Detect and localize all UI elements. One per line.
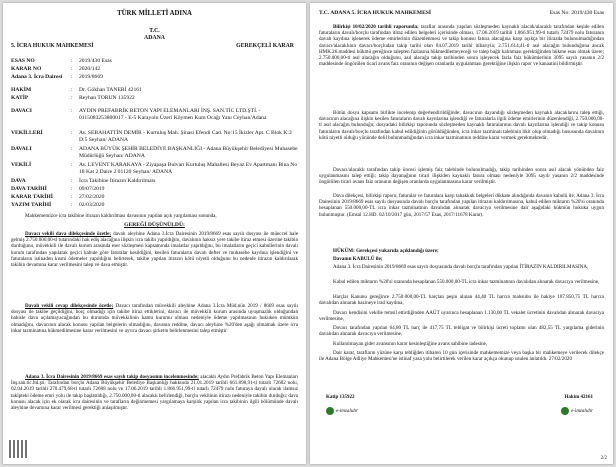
expert-report: Bilirkişi 10/02/2020 tarihli raporunda; taraflar arasında yapılan sözleşmeden kaynaklı alacak/alacaklı tarafından keşide edilen faturaların davalı/borçlu tarafından itiraz edilen belgeleri içerisinde olması, 17.06.2019 tarihli 1.866.951,99-tl tutarlı 72479 nolu faturanın davalı kaydına işlenerek ödeme emirlerinin düzenlenmesi ve takip konusu fatura alacağına karşı açıkça bir itirazda bulunulmadığından davacı/alacaklının davacı/borçludan takip tarihi olan 04.07.2019 tarihi itibarıyla; 2.751.614,41-tl asıl alacağın bulunduğuna ancak HMK.26.maddesi hükmü gereğince talepten fazlasına hükmedilemeyeceği ve talep bağlı kalınması gerektiğinden hükme esas olmak üzere; 2.750.000,00-tl asıl alacağın olduğunu, asıl alacağa takip tarihinden sonra işleyecek fazla faiz hükümlerinin 3095 sayılı yasanın 2/2 maddesinde öngörülen ticari avans faiz oranının değişen oranlarda uygulanması gerektiğine ilişkin rapor ve kanaatini bildirmiştir. — [319, 24, 604, 68]
verdict-6: Davacı tarafından yapılan 64,80 TL harç ile 417,75 TL tebligat ve bilirkişi ücreti toplamı olan 482,55 TL yargılama giderinin davalıdan alınarak davacıya verilmesine, — [319, 325, 604, 338]
city-label: ADANA — [144, 35, 165, 41]
verdict-4: Harçlar Kanunu gereğince 2.750.000,00-TL harçtan peşin alınan 44,40 TL harcın mahsubu ile bakiye 187.850,75 TL harcın davalıdan alınarak hazineye irad kaydına, — [319, 294, 604, 307]
intro-text: Mahkememizce icra takibine itirazın kaldırılması davasının yapılan açık yargılaması sonunda, — [25, 213, 217, 219]
row-vekili: VEKİLİ : Av. LEVENT KARAKAYA - Ziyapaşa Bulvarı Kurtuluş Mahallesi Beyaz Ev Apartmanı Bina No 18 Kat 2 Daire 2 01120 Seyhan/ ADANA — [11, 162, 298, 175]
row-karar-tarihi: KARAR TARİHİ : 27/02/2020 — [11, 194, 105, 200]
esign-icon — [326, 407, 334, 415]
judge-esign: e-imzalıdır — [561, 407, 593, 415]
verdict-7: Kullanılmayan gider avansının karar kesinleştiğine avans sahibine iadesine, — [333, 341, 488, 347]
clerk-signature: Katip 135922 — [326, 395, 355, 400]
row-dava-tarihi: DAVA TARİHİ : 09/07/2019 — [11, 186, 105, 192]
document-page-2 — [310, 3, 613, 464]
decision-type: GEREKÇELİ KARAR — [236, 43, 294, 49]
row-karar: KARAR NO : 2020/142 — [11, 66, 101, 72]
clerk-esign: e-imzalıdır — [326, 407, 358, 415]
row-dava: DAVA : İcra Takibine İtirazın Kaldırılması — [11, 178, 156, 184]
evaluation-2: Davacı/alacaklı tarafından takip öncesi işlemiş faiz talebinde bulunulmadığı, takip tarihinden sonra asıl alacak yönünden faiz uygulanmasını talep ettiği; takip dayanağının ticari ilişkiden kaynaklı fatura olması nedeniyle 3095 sayılı yasanın 2/2 maddesinde öngörülen ticari avans faiz oranının değişen oranlarda uygulanmasına karar verilmiştir. — [319, 167, 604, 186]
verdict-2: Adana 3. İcra Dairesinin 2019/8669 esas sayılı dosyasında davalı borçlu tarafından yapılan İTİRAZIN KALDIRILMASINA, — [333, 264, 589, 270]
row-hakim: HAKİM : Dr. Gökhan TANERİ 42161 — [11, 87, 142, 93]
row-vekilleri: VEKİLLERİ : Av. SEBAHATTİN DEMİR - Kurtuluş Mah. Şinasi Efendi Cad. No:15 İkizler Apt. C Blok K:3 D:5 Seyhan/ ADANA — [11, 130, 292, 143]
verdict-3: Kabul edilen miktarın %20'si oranında hesaplanan 550.000,00-TL icra inkar tazminatının davalıdan alınarak davacıya verilmesine, — [333, 279, 600, 285]
row-katip: KATİP : Reyhan TORUN 135922 — [11, 95, 135, 101]
court-name: 5. İCRA HUKUK MAHKEMESİ — [11, 43, 94, 49]
nation-heading: TÜRK MİLLETİ ADINA — [117, 10, 192, 17]
evaluation-1: Bütün dosya kapsamı birlikte incelenip değerlendirildiğinde; davacının dayandığı sözleşmeden kaynaklı alacaklarını talep ettiği, davacının alacağına ilişkin kesilen faturaların davalı kayıtlarına işlendiği ve faturalarla ilgili ödeme emirlerinin düzenlendiği, 2.750.000,00-tl asıl alacağın bulunduğu; dosyadaki bilirkişi raporunda sözleşmeden kaynaklı faturalarının davalı kayıtlarına işlendiği ve takip konusu faturaların davalı/borçlu tarafından kabul edildiğinin görüldüğünden, icra inkar tazminatı talebinin likit olup olmadığı hususunda davalının kötü niyetli olduğu yönünde delil bulunmadığından icra inkar tazminatının reddine karar vermek gerekmektedir. — [319, 110, 604, 141]
defendant-answer: Davalı vekili cevap dilekçesinde özetle; Davacı tarafından müvekkili aleyhine Adana 3.İcra Müd.nün 2019 / 8669 esas sayılı dosyası ile takibe geçildiğini, borç olmadığı için takibe itiraz ettiklerini, davacı ile müvekkili kurum arasında uyuşmazlık olduğundan bahisle dava açılamayacağından bu durumda müvekkilinin kamu kurumu olması nedeniyle ödeme yapılmasının hukuken mümkün olmadığını, davacının alacak konusu yapılan belgelerin olmadığını, davanın reddine, davacı aleyhine %20'den aşağı olmamak üzere icra inkar tazminatına hükmedilmesine karar verilmesini ve ayrıca davacı şirketin belirlenmesini talep etmiştir. — [11, 303, 298, 334]
verdict-8: Dair karar, tarafların yüzüne karşı tebliğden itibaren 10 gün içerisinde mahkememize veya başka bir mahkemeye verilecek dilekçe ile Adana Bölge Adliye Mahkemesi'ne istinaf yasa yolu belirtilerek verilen karar açıkça okunup usulen anlatıldı. 27/02/2020 — [319, 350, 604, 363]
esign-icon — [561, 407, 569, 415]
qr-code — [9, 440, 27, 458]
reasons-title: GEREĞİ DÜŞÜNÜLDÜ: — [124, 222, 185, 228]
row-yazim-tarihi: YAZIM TARİHİ : 02/03/2020 — [11, 202, 105, 208]
row-icra: Adana 3. İcra Dairesi : 2019/8669 — [11, 74, 103, 80]
row-davali: DAVALI : ADANA BÜYÜK ŞEHİR BELEDİYE BAŞKANLIĞI - Adana Büyükşehir Belediyesi Muhasebe Müdürlüğü Seyhan/ ADANA — [11, 146, 298, 159]
header-court: T.C. ADANA 5. İCRA HUKUK MAHKEMESİ — [319, 10, 432, 16]
verdict-5: Davacı kendisini vekille temsil ettirdiğinden AAÜT uyarınca hesaplanan 1.130,00 TL vekalet ücretinin davalıdan alınarak davacıya verilmesine, — [319, 310, 604, 323]
verdict-heading: HÜKÜM: Gerekçesi yukarıda açıklandığı üzere; — [333, 248, 439, 254]
file-review: Adana 3. İcra Dairesinin 2019/8669 esas sayılı takip dosyasının incelenmesinde; alacaklı Aydın Prefabrik Beton Yapı Elemanları İnş.san.tic.ltd.şti. Tarafından borçlu Adana Büyükşehir Belediye Başkanlığı hakkında 21.01.2019 tarihli 661.898,91-tl tutarlı 72682 nolu, 02.04.2019 tarihli 270.479,68-tl tutarlı 72688 nolu ve 17.06.2019 tarihli 1.866.951,99-tl tutarlı 72479 nolu faturaya dayalı olarak ilamsız takipteki ödeme emri yolu ile takip başlatıldığı, 2.750.000,00-tl alacaklı belirlendiği, borçlu vekilinin itirazı nedeniyle takibin durduğu; dava konusu alacak için ek olarak icra dairesinin ve tarafların değinmemesi yargılamaya karşılık yapılan icra takibinin ilgili bölümünde davalı aleyhine devamına karar verilmesi gerektiği anlaşılmıştır. — [11, 374, 298, 412]
page-number: 2/2 — [600, 456, 607, 461]
judge-signature: Hakim 42161 — [564, 395, 593, 400]
plaintiff-claim: Davacı vekili dava dilekçesinde özetle; davalı aleyhine Adana 3.İcra Dairesinin 2019/8669 esas sayılı dosyası ile müeccel hale gelmiş 2.750.000,00-tl tutarındaki hak ediş alacağına ilişkin icra takibi yapıldığını, davalının haksız yere takibe itiraz etmesi üzerine takibin durduğunu, müvekkili ile davalı kurum arasında eser sözleşmesi kapsamında imalatlar yapıldığını, bu imalatların geçici kabullerinin davalı kurum tarafından yapılarak geçici kabule göre faturalar kesildiğini, kesilen faturaların davalı defter ve muhasebe kaydına işlendiğini ve faturaların istinaden kısmi ödemeler yapıldığını belirterek, takibe yapılan itirazın kötü niyetli olduğunu bu nedenle itirazın kaldırılarak takibin devamına karar verilmesini talep ve dava etmiştir. — [11, 231, 298, 269]
row-davaci: DAVACI : AYDIN PREFABRİK BETON YAPI ELEMANLARI İNŞ. SAN.TİC LTD.ŞTİ. - 0115083253800017 - E-5 Karayolu Üzeri Köymen Kum Ocağı Yanı Ceyhan/Adana — [11, 108, 267, 121]
evaluation-3: Dava dilekçesi, bilirkişi raporu, faturalar ve faturalara karşı tahakkuk belgeleri dikkate alındığında davanın kabulü ile; Adana 3. İcra Dairesinin 2019/8669 esas sayılı dosyasında davalı borçlu tarafından yapılan itirazın kaldırılmasına, kabul edilen miktarın %20'si oranında hesaplanan 550.000,00-TL icra inkar tazminatının davalıdan alınarak davacıya verilmesine dair aşağıdaki hükmün hukuka uygun bulunmuştur. (Emsal 12.HD. 02/10/2017 gün, 2017/57 Esas, 2017/11678 Karar). — [319, 193, 604, 218]
row-esas: ESAS NO : 2019/430 Esas — [11, 58, 112, 64]
header-esas: Esas No: 2019/430 Esas — [549, 10, 604, 16]
tc-label: T.C. — [149, 28, 160, 34]
document-page-1 — [3, 3, 306, 464]
verdict-1: Davanın KABULÜ ile; — [333, 256, 383, 262]
